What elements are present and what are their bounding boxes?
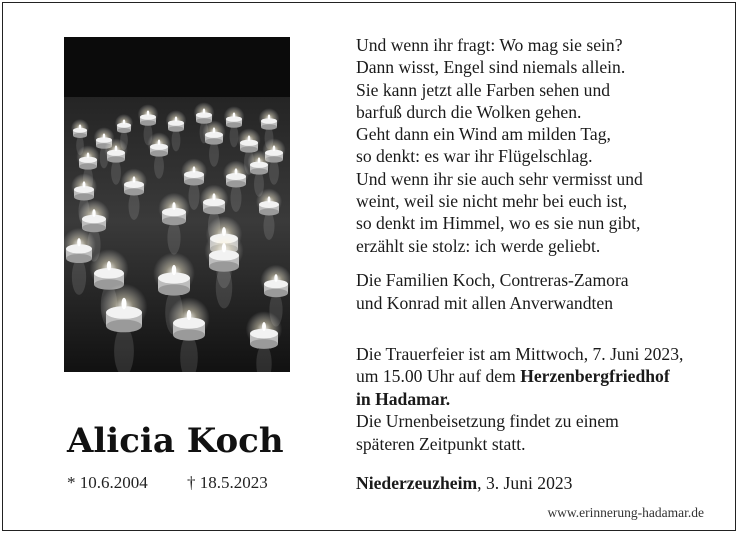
obituary-card xyxy=(2,2,736,531)
ceremony-line xyxy=(356,388,683,410)
life-dates xyxy=(67,473,307,493)
poem-line: Dann wisst, Engel sind niemals allein. xyxy=(356,57,626,78)
ceremony-line: Die Trauerfeier ist am Mittwoch, 7. Juni 2023, xyxy=(356,344,684,364)
mourners-line: und Konrad mit allen Anverwandten xyxy=(356,293,613,313)
poem-line: erzählt sie stolz: ich werde geliebt. xyxy=(356,235,601,256)
website-link[interactable]: www.erinnerung-hadamar.de xyxy=(547,505,704,520)
poem-line: weint, weil sie nicht mehr bei euch ist, xyxy=(356,191,628,212)
cemetery-location: in Hadamar. xyxy=(356,388,451,409)
poem-line: so denkt im Himmel, wo es sie nun gibt, xyxy=(356,213,641,234)
poem-line: Sie kann jetzt alle Farben sehen und xyxy=(356,79,611,100)
cemetery-name: Herzenbergfriedhof xyxy=(520,366,670,387)
mourners xyxy=(356,269,629,315)
ceremony-line xyxy=(356,365,683,387)
candles-image xyxy=(64,37,290,372)
town: Niederzeuzheim xyxy=(356,473,478,493)
place-date xyxy=(356,473,572,494)
deceased-name: Alicia Koch xyxy=(67,421,284,461)
ceremony-info xyxy=(356,343,683,455)
publish-date: , 3. Juni 2023 xyxy=(477,473,573,493)
ceremony-line: späteren Zeitpunkt statt. xyxy=(356,433,526,454)
ceremony-text: um 15.00 Uhr auf dem xyxy=(356,366,521,387)
ceremony-line: Die Urnenbeisetzung findet zu einem xyxy=(356,411,619,432)
mourners-line: Die Familien Koch, Contreras-Zamora xyxy=(356,270,629,290)
poem-line: Und wenn ihr fragt: Wo mag sie sein? xyxy=(356,35,623,55)
candles-photo xyxy=(64,37,290,372)
poem-line: barfuß durch die Wolken gehen. xyxy=(356,101,582,122)
poem-line: so denkt: es war ihr Flügelschlag. xyxy=(356,146,593,167)
poem-line: Geht dann ein Wind am milden Tag, xyxy=(356,124,611,145)
poem xyxy=(356,34,643,257)
birth-date: * 10.6.2004 xyxy=(67,473,148,492)
death-date: † 18.5.2023 xyxy=(187,473,268,492)
poem-line: Und wenn ihr sie auch sehr vermisst und xyxy=(356,168,643,189)
